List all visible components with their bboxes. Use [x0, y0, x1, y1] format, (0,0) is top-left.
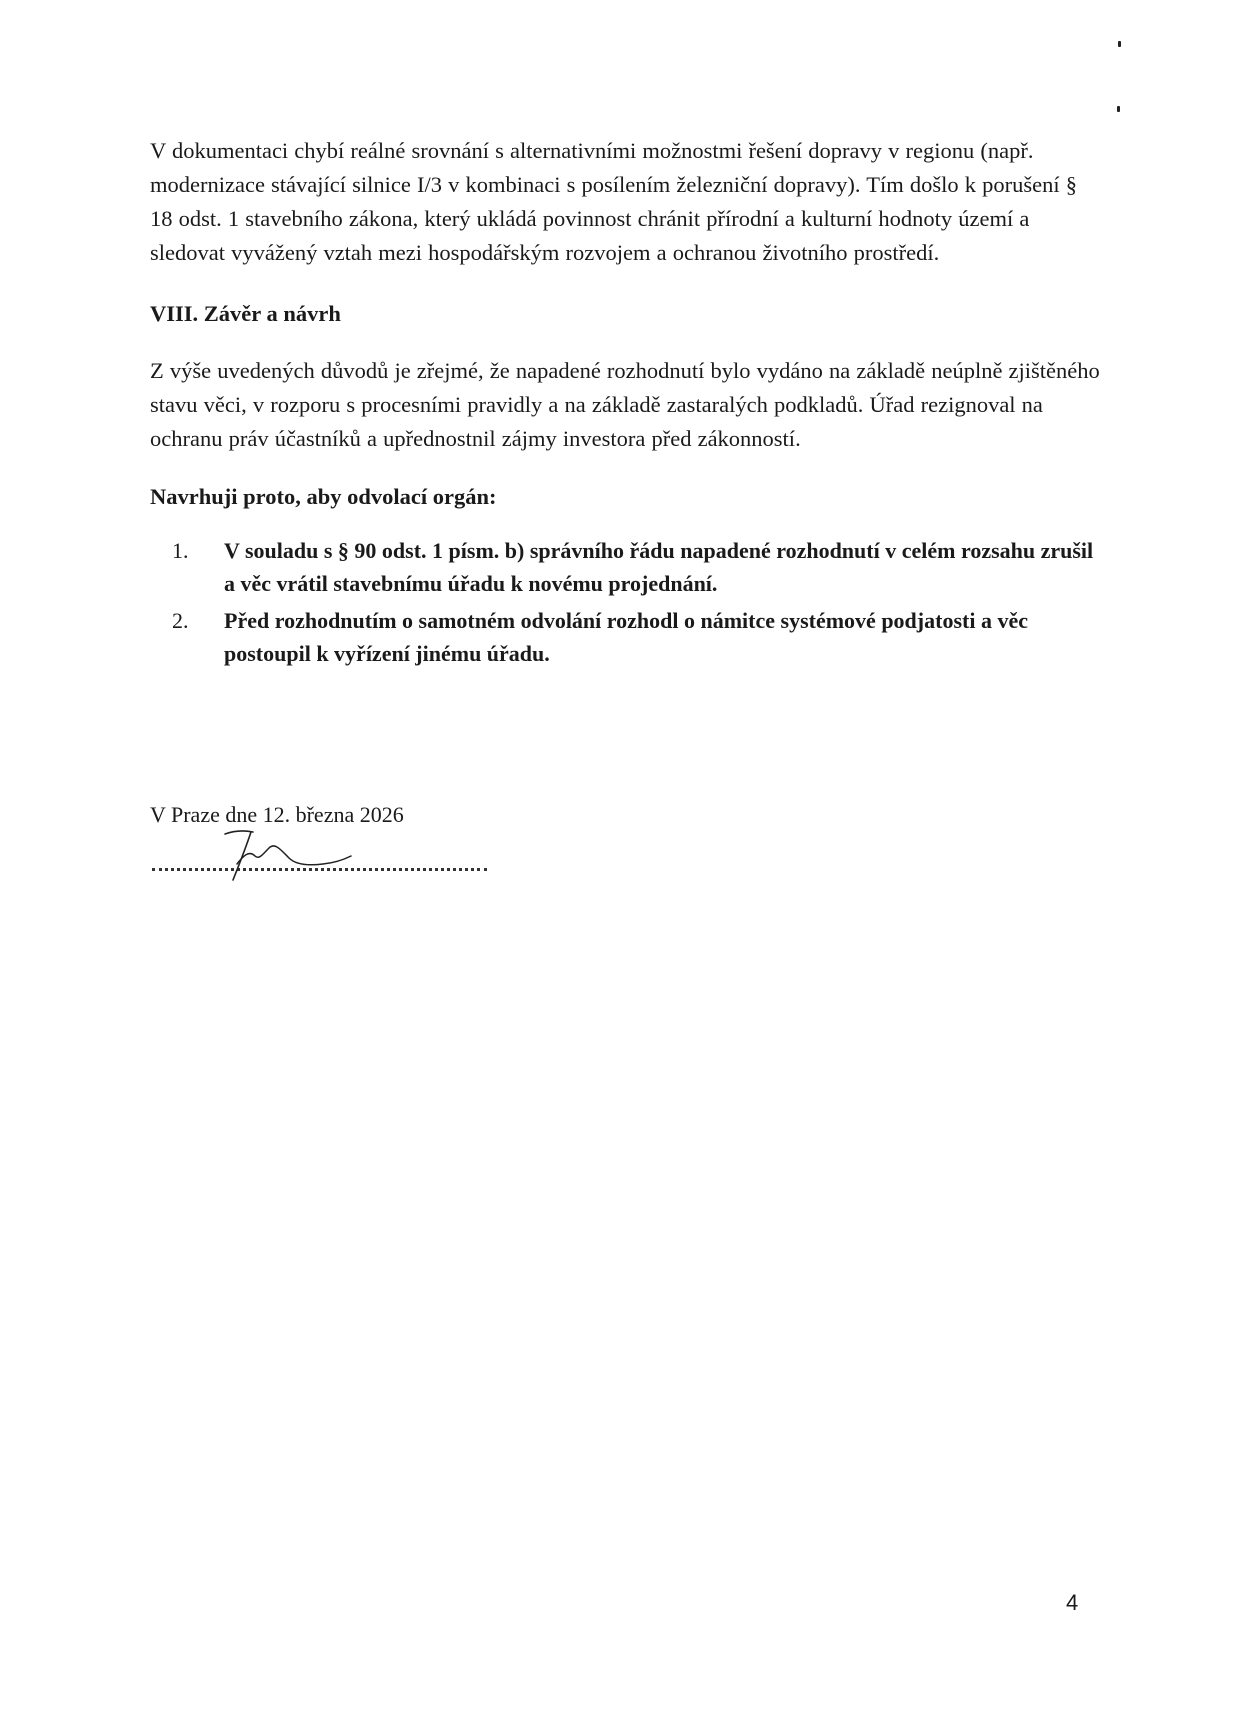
proposal-text: V souladu s § 90 odst. 1 písm. b) správního řádu napadené rozhodnutí v celém rozsahu zrušil a věc vrátil stavebnímu úřadu k novému projednání.: [224, 538, 1094, 596]
page-number: 4: [1066, 1590, 1079, 1615]
document-body: [150, 134, 1100, 674]
proposal-item: [150, 604, 1100, 670]
proposal-number: 1.: [172, 538, 189, 563]
proposal-list: [150, 534, 1100, 670]
intro-paragraph: V dokumentaci chybí reálné srovnání s alternativními možnostmi řešení dopravy v regionu (např. modernizace stávající silnice I/3 v kombinaci s posílením železniční dopravy). Tím došlo k porušení § 18 odst. 1 stavebního zákona, který ukládá povinnost chránit přírodní a kulturní hodnoty území a sledovat vyvážený vztah mezi hospodářským rozvojem a ochranou životního prostředí.: [150, 138, 1077, 265]
section-heading: VIII. Závěr a návrh: [150, 301, 341, 326]
scan-speck: [1117, 106, 1120, 112]
proposal-number: 2.: [172, 608, 189, 633]
place-date: V Praze dne 12. března 2026: [150, 802, 404, 827]
proposal-heading: Navrhuji proto, aby odvolací orgán:: [150, 484, 497, 509]
proposal-item: [150, 534, 1100, 600]
conclusion-paragraph: Z výše uvedených důvodů je zřejmé, že napadené rozhodnutí bylo vydáno na základě neúplně zjištěného stavu věci, v rozporu s procesními pravidly a na základě zastaralých podkladů. Úřad rezignoval na ochranu práv účastníků a upřednostnil zájmy investora před zákonností.: [150, 358, 1100, 451]
signature-icon: [215, 820, 355, 886]
signature-block: [150, 800, 550, 890]
proposal-text: Před rozhodnutím o samotném odvolání rozhodl o námitce systémové podjatosti a věc postoupil k vyřízení jinému úřadu.: [224, 608, 1028, 666]
scan-speck: [1118, 41, 1121, 47]
